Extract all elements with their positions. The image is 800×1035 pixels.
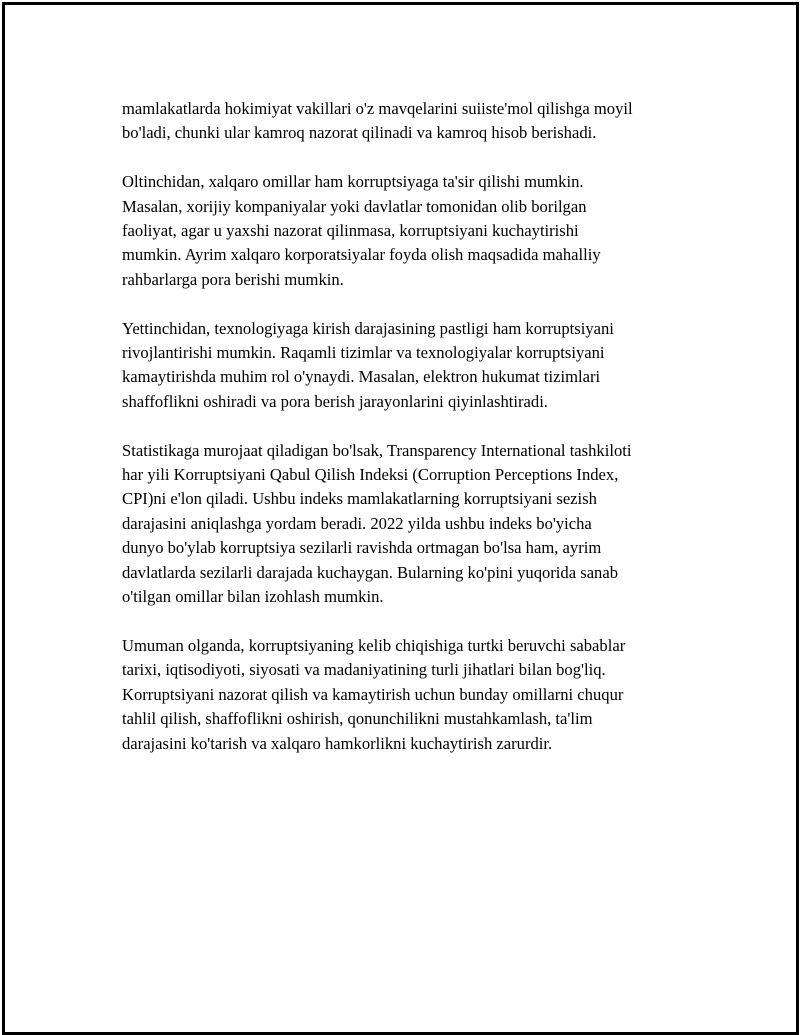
- paragraph-3: [122, 317, 707, 415]
- text-line: tarixi, iqtisodiyoti, siyosati va madaniyatining turli jihatlari bilan bog'liq.: [122, 660, 606, 680]
- text-line: Masalan, xorijiy kompaniyalar yoki davlatlar tomonidan olib borilgan: [122, 196, 587, 216]
- paragraph-1: [122, 97, 707, 146]
- text-line: Korruptsiyani nazorat qilish va kamaytirish uchun bunday omillarni chuqur: [122, 684, 624, 704]
- text-line: mumkin. Ayrim xalqaro korporatsiyalar foyda olish maqsadida mahalliy: [122, 245, 601, 265]
- text-line: darajasini aniqlashga yordam beradi. 2022 yilda ushbu indeks bo'yicha: [122, 513, 592, 533]
- text-line: Yettinchidan, texnologiyaga kirish darajasining pastligi ham korruptsiyani: [122, 318, 614, 338]
- text-line: CPI)ni e'lon qiladi. Ushbu indeks mamlakatlarning korruptsiyani sezish: [122, 489, 597, 509]
- text-line: Umuman olganda, korruptsiyaning kelib chiqishiga turtki beruvchi sabablar: [122, 635, 626, 655]
- paragraph-5: [122, 634, 707, 756]
- text-line: Statistikaga murojaat qiladigan bo'lsak, Transparency International tashkiloti: [122, 440, 632, 460]
- text-line: davlatlarda sezilarli darajada kuchaygan. Bularning ko'pini yuqorida sanab: [122, 562, 619, 582]
- text-line: dunyo bo'ylab korruptsiya sezilarli ravishda ortmagan bo'lsa ham, ayrim: [122, 538, 602, 558]
- paragraph-2: [122, 170, 707, 292]
- text-line: o'tilgan omillar bilan izohlash mumkin.: [122, 587, 384, 607]
- document-body: [122, 97, 707, 780]
- text-line: bo'ladi, chunki ular kamroq nazorat qilinadi va kamroq hisob berishadi.: [122, 123, 597, 143]
- text-line: faoliyat, agar u yaxshi nazorat qilinmasa, korruptsiyani kuchaytirishi: [122, 221, 579, 241]
- text-line: rahbarlarga pora berishi mumkin.: [122, 269, 344, 289]
- paragraph-4: [122, 439, 707, 610]
- text-line: har yili Korruptsiyani Qabul Qilish Indeksi (Corruption Perceptions Index,: [122, 465, 619, 485]
- text-line: tahlil qilish, shaffoflikni oshirish, qonunchilikni mustahkamlash, ta'lim: [122, 709, 593, 729]
- text-line: darajasini ko'tarish va xalqaro hamkorlikni kuchaytirish zarurdir.: [122, 733, 553, 753]
- text-line: kamaytirishda muhim rol o'ynaydi. Masalan, elektron hukumat tizimlari: [122, 367, 601, 387]
- text-line: Oltinchidan, xalqaro omillar ham korruptsiyaga ta'sir qilishi mumkin.: [122, 172, 584, 192]
- text-line: rivojlantirishi mumkin. Raqamli tizimlar va texnologiyalar korruptsiyani: [122, 343, 605, 363]
- page-frame: [2, 2, 799, 1035]
- text-line: shaffoflikni oshiradi va pora berish jarayonlarini qiyinlashtiradi.: [122, 391, 548, 411]
- text-line: mamlakatlarda hokimiyat vakillari o'z mavqelarini suiiste'mol qilishga moyil: [122, 99, 633, 118]
